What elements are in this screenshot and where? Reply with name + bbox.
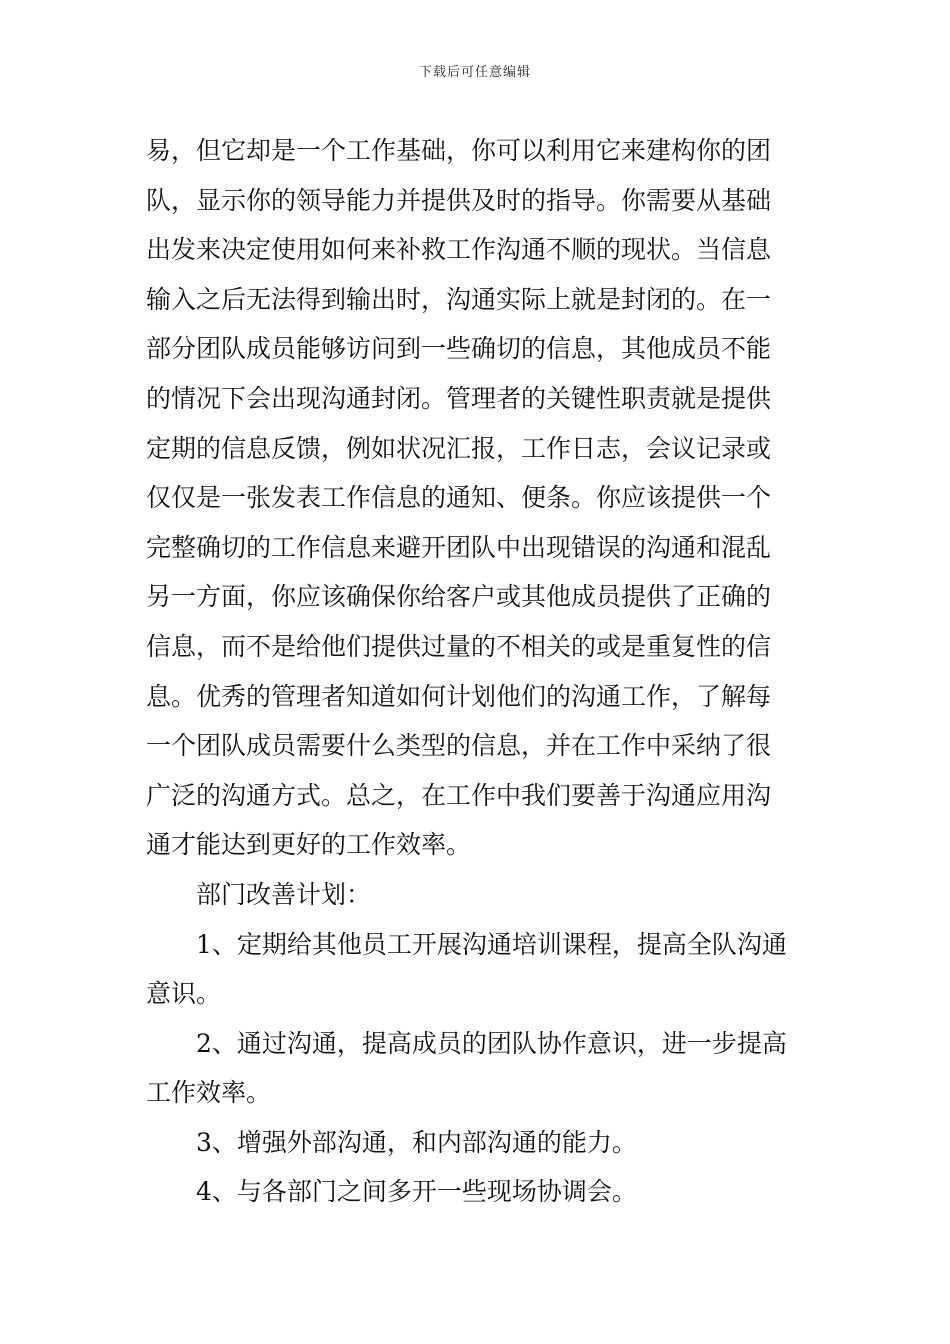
text-line: 队，显示你的领导能力并提供及时的指导。你需要从基础 <box>146 185 772 215</box>
text-line: 部分团队成员能够访问到一些确切的信息，其他成员不能 <box>146 334 772 364</box>
text-line: 输入之后无法得到输出时，沟通实际上就是封闭的。在一 <box>146 284 772 314</box>
page-header: 下载后可任意编辑 <box>418 65 531 80</box>
text-line: 一个团队成员需要什么类型的信息，并在工作中采纳了很 <box>146 731 772 761</box>
list-item: 2、通过沟通，提高成员的团队协作意识，进一步提高 <box>196 1028 787 1058</box>
text-line: 广泛的沟通方式。总之，在工作中我们要善于沟通应用沟 <box>146 780 772 810</box>
text-line: 完整确切的工作信息来避开团队中出现错误的沟通和混乱 <box>146 532 772 562</box>
document-body <box>146 126 810 1217</box>
text-line: 易，但它却是一个工作基础，你可以利用它来建构你的团 <box>146 136 772 165</box>
text-line: 信息，而不是给他们提供过量的不相关的或是重复性的信 <box>146 631 772 661</box>
text-line: 出发来决定使用如何来补救工作沟通不顺的现状。当信息 <box>146 235 772 265</box>
section-heading: 部门改善计划： <box>196 879 372 909</box>
list-item-continuation: 工作效率。 <box>146 1078 272 1108</box>
list-item: 1、定期给其他员工开展沟通培训课程，提高全队沟通 <box>196 929 787 959</box>
text-line: 仅仅是一张发表工作信息的通知、便条。你应该提供一个 <box>146 483 772 513</box>
list-item: 3、增强外部沟通，和内部沟通的能力。 <box>196 1127 637 1157</box>
list-item: 4、与各部门之间多开一些现场协调会。 <box>196 1177 637 1207</box>
text-line: 另一方面，你应该确保你给客户或其他成员提供了正确的 <box>146 582 772 612</box>
text-line: 息。优秀的管理者知道如何计划他们的沟通工作，了解每 <box>146 681 772 711</box>
text-line: 的情况下会出现沟通封闭。管理者的关键性职责就是提供 <box>146 383 772 413</box>
list-item-continuation: 意识。 <box>146 979 222 1009</box>
text-line: 通才能达到更好的工作效率。 <box>146 830 472 860</box>
text-line: 定期的信息反馈，例如状况汇报，工作日志，会议记录或 <box>146 433 772 463</box>
